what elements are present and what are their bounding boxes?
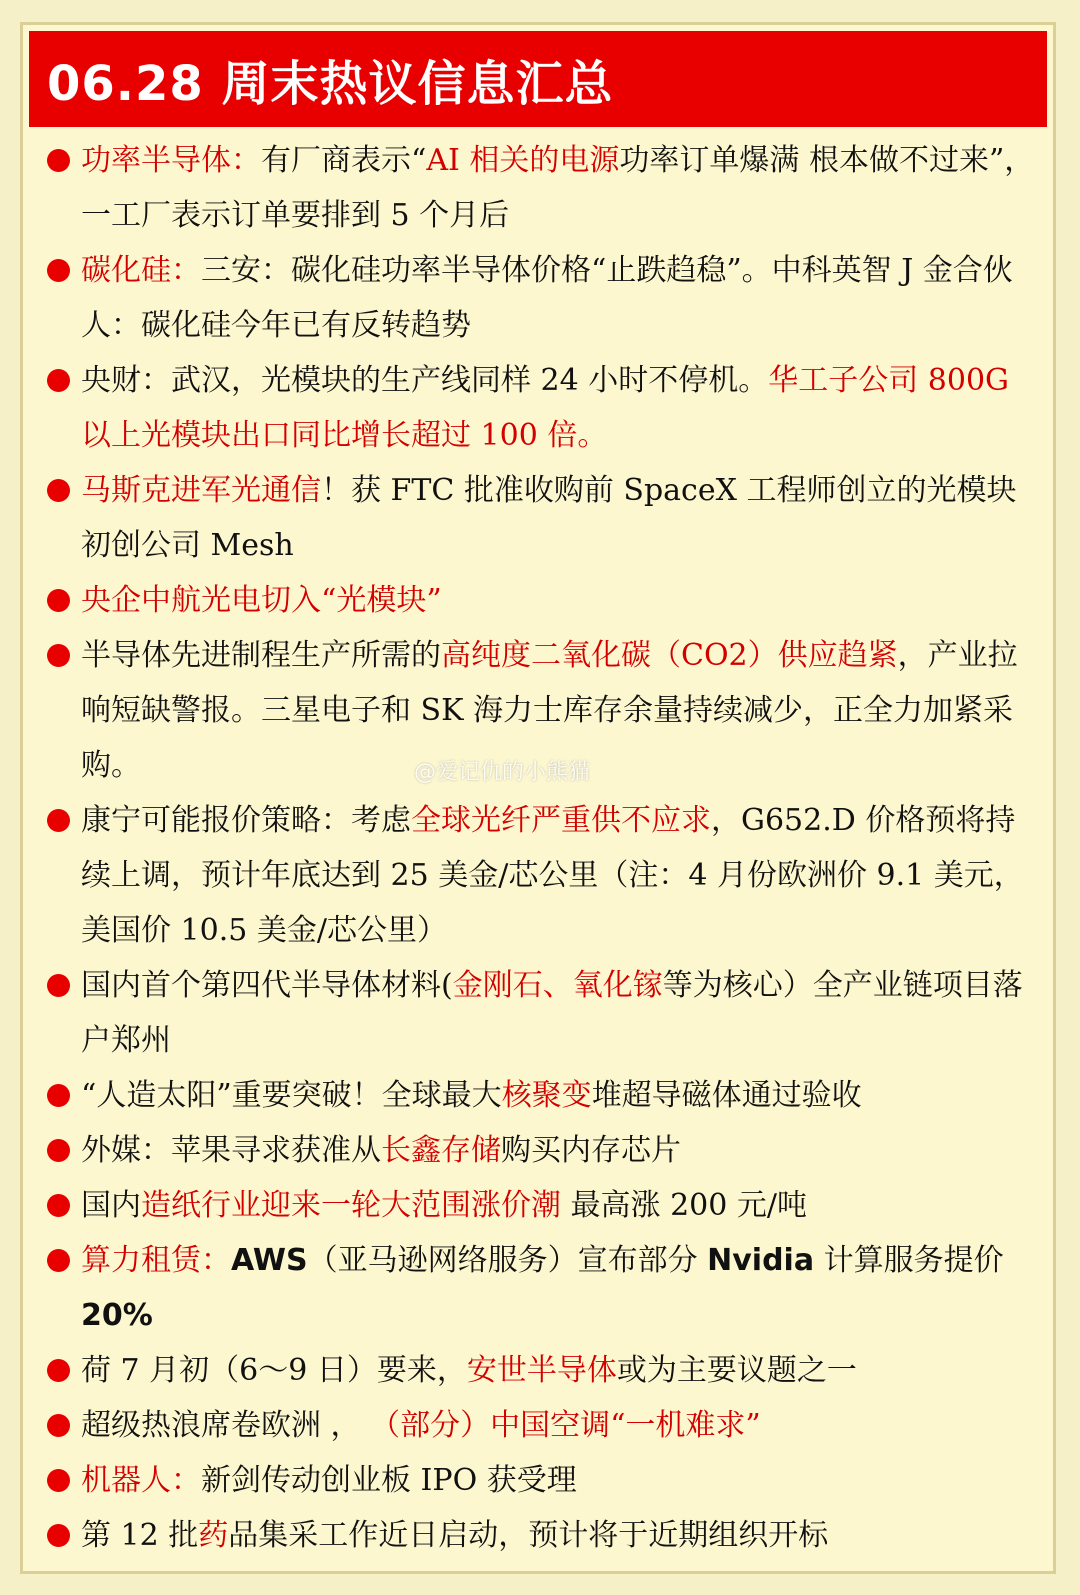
news-text: 20% [81, 1298, 153, 1333]
news-item [47, 1178, 1035, 1233]
news-text: “人造太阳”重要突破！全球最大 [81, 1078, 502, 1113]
news-text: 功率订单爆满 根本做不过来”，一工厂表示订单要排到 5 个月后 [81, 143, 1035, 233]
highlight-text: 算力租赁： [81, 1243, 231, 1278]
news-item [47, 463, 1035, 573]
red-bullet-icon [47, 149, 70, 172]
highlight-text: 长鑫存储 [381, 1133, 501, 1168]
news-text: 有厂商表示“ [261, 143, 427, 178]
highlight-text: 全球光纤严重供不应求 [411, 803, 711, 838]
news-text: AWS [231, 1243, 308, 1278]
news-text: 等为核心）全产业链项目落户郑州 [81, 968, 1023, 1058]
news-text: 三安：碳化硅功率半导体价格“止跌趋稳”。中科英智 J 金合伙人：碳化硅今年已有反转趋势 [81, 253, 1013, 343]
red-bullet-icon [47, 1084, 70, 1107]
red-bullet-icon [47, 1194, 70, 1217]
news-text: 超级热浪席卷欧洲 ， [81, 1408, 371, 1443]
red-bullet-icon [47, 259, 70, 282]
news-item [47, 793, 1035, 958]
highlight-text: 功率半导体： [81, 143, 261, 178]
news-text: 荷 7 月初（6～9 日）要来， [81, 1353, 467, 1388]
news-text: Nvidia [707, 1243, 815, 1278]
highlight-text: AI 相关的电源 [426, 143, 620, 178]
highlight-text: 央企中航光电切入“光模块” [81, 583, 442, 618]
news-text: 最高涨 200 元/吨 [561, 1188, 807, 1223]
news-text: （亚马逊网络服务）宣布部分 [307, 1243, 708, 1278]
news-item [47, 1123, 1035, 1178]
news-item [47, 1343, 1035, 1398]
highlight-text: 安世半导体 [466, 1353, 617, 1388]
news-text: ！获 FTC 批准收购前 SpaceX 工程师创立的光模块初创公司 Mesh [81, 473, 1017, 563]
news-item [47, 1233, 1035, 1343]
news-text: 半导体先进制程生产所需的 [81, 638, 441, 673]
red-bullet-icon [47, 1359, 70, 1382]
news-summary-sheet [20, 22, 1056, 1574]
highlight-text: 核聚变 [501, 1078, 592, 1113]
red-bullet-icon [47, 1469, 70, 1492]
news-text: 国内首个第四代半导体材料( [81, 968, 453, 1003]
news-text: 外媒：苹果寻求获准从 [81, 1133, 381, 1168]
news-text: ，G652.D 价格预将持续上调，预计年底达到 25 美金/芯公里（注：4 月份欧洲价 9.1 美元，美国价 10.5 美金/芯公里） [81, 803, 1024, 948]
news-text: ，产业拉响短缺警报。三星电子和 SK 海力士库存余量持续减少，正全力加紧采购。 [81, 638, 1018, 783]
news-text: 计算服务提价 [814, 1243, 1004, 1278]
news-text: 第 12 批 [81, 1518, 199, 1553]
news-list [23, 133, 1053, 1563]
highlight-text: （部分）中国空调“一机难求” [370, 1408, 761, 1443]
news-item [47, 1068, 1035, 1123]
news-item [47, 573, 1035, 628]
page-title: 06.28 周末热议信息汇总 [47, 55, 614, 112]
news-item [47, 243, 1035, 353]
news-item [47, 1508, 1035, 1563]
red-bullet-icon [47, 479, 70, 502]
watermark: @爱记仇的小熊猫 [414, 760, 591, 785]
news-text: 品集采工作近日启动，预计将于近期组织开标 [228, 1518, 829, 1553]
red-bullet-icon [47, 369, 70, 392]
highlight-text: 碳化硅： [81, 253, 201, 288]
news-text: 康宁可能报价策略：考虑 [81, 803, 411, 838]
news-item [47, 1398, 1035, 1453]
news-text: 央财：武汉，光模块的生产线同样 24 小时不停机。 [81, 363, 769, 398]
red-bullet-icon [47, 1414, 70, 1437]
red-bullet-icon [47, 809, 70, 832]
highlight-text: 药 [198, 1518, 229, 1553]
highlight-text: 高纯度二氧化碳（CO2）供应趋紧 [441, 638, 898, 673]
red-bullet-icon [47, 1249, 70, 1272]
red-bullet-icon [47, 1524, 70, 1547]
news-text: 或为主要议题之一 [616, 1353, 857, 1388]
news-item [47, 1453, 1035, 1508]
news-item [47, 133, 1035, 243]
news-item [47, 353, 1035, 463]
red-bullet-icon [47, 1139, 70, 1162]
news-text: 国内 [81, 1188, 141, 1223]
highlight-text: 马斯克进军光通信 [81, 473, 321, 508]
news-text: 堆超导磁体通过验收 [591, 1078, 862, 1113]
news-text: 新剑传动创业板 IPO 获受理 [201, 1463, 577, 1498]
highlight-text: 造纸行业迎来一轮大范围涨价潮 [141, 1188, 561, 1223]
news-text: 购买内存芯片 [501, 1133, 681, 1168]
header-banner [29, 31, 1047, 127]
highlight-text: 机器人： [81, 1463, 201, 1498]
red-bullet-icon [47, 644, 70, 667]
red-bullet-icon [47, 974, 70, 997]
news-item [47, 958, 1035, 1068]
highlight-text: 金刚石、氧化镓 [452, 968, 663, 1003]
red-bullet-icon [47, 589, 70, 612]
highlight-text: 华工子公司 800G 以上光模块出口同比增长超过 100 倍。 [81, 363, 1010, 453]
